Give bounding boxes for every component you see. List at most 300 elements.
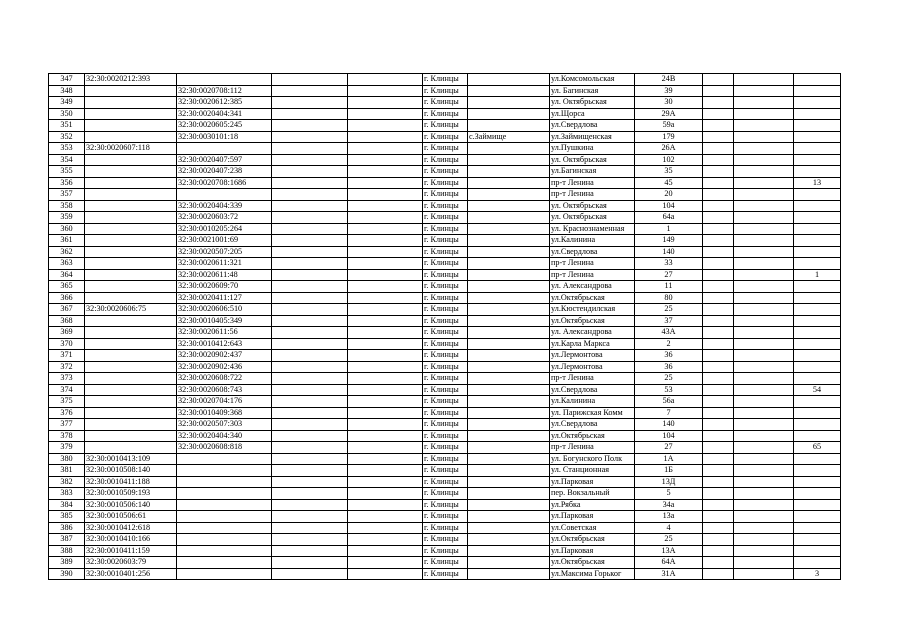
- row-number-cell: 379: [49, 442, 85, 454]
- house-number-cell: 13Д: [635, 476, 703, 488]
- city-cell: г. Клинцы: [423, 108, 468, 120]
- table-row: [49, 419, 841, 431]
- empty-cell: [348, 557, 423, 569]
- row-number-cell: 356: [49, 177, 85, 189]
- locality-cell: [468, 499, 550, 511]
- row-number-cell: 362: [49, 246, 85, 258]
- locality-cell: [468, 292, 550, 304]
- city-cell: г. Клинцы: [423, 315, 468, 327]
- cadastral-number-cell: [85, 407, 177, 419]
- table-row: [49, 511, 841, 523]
- apartment-cell: 54: [794, 384, 841, 396]
- cadastral-number-cell: [85, 85, 177, 97]
- street-cell: ул.Калинина: [550, 396, 635, 408]
- table-row: [49, 85, 841, 97]
- empty-cell: [272, 499, 348, 511]
- empty-cell: [734, 281, 794, 293]
- empty-cell: [734, 568, 794, 580]
- apartment-cell: [794, 212, 841, 224]
- city-cell: г. Клинцы: [423, 74, 468, 86]
- empty-cell: [703, 281, 734, 293]
- table-row: [49, 108, 841, 120]
- cadastral-number-2-cell: 32:30:0020902:436: [177, 361, 272, 373]
- row-number-cell: 370: [49, 338, 85, 350]
- empty-cell: [348, 499, 423, 511]
- empty-cell: [703, 350, 734, 362]
- empty-cell: [348, 235, 423, 247]
- empty-cell: [272, 442, 348, 454]
- apartment-cell: 3: [794, 568, 841, 580]
- locality-cell: [468, 304, 550, 316]
- table-row: [49, 74, 841, 86]
- empty-cell: [272, 246, 348, 258]
- street-cell: ул.Октябрьская: [550, 315, 635, 327]
- empty-cell: [272, 511, 348, 523]
- city-cell: г. Клинцы: [423, 465, 468, 477]
- locality-cell: [468, 488, 550, 500]
- apartment-cell: [794, 258, 841, 270]
- table-row: [49, 430, 841, 442]
- empty-cell: [734, 177, 794, 189]
- registry-table-body: [49, 74, 841, 580]
- empty-cell: [734, 212, 794, 224]
- empty-cell: [348, 189, 423, 201]
- locality-cell: [468, 568, 550, 580]
- row-number-cell: 384: [49, 499, 85, 511]
- table-row: [49, 361, 841, 373]
- cadastral-number-2-cell: 32:30:0021001:69: [177, 235, 272, 247]
- cadastral-number-cell: [85, 223, 177, 235]
- apartment-cell: [794, 465, 841, 477]
- house-number-cell: 1Б: [635, 465, 703, 477]
- street-cell: пр-т Ленина: [550, 189, 635, 201]
- empty-cell: [348, 246, 423, 258]
- empty-cell: [272, 223, 348, 235]
- cadastral-number-cell: [85, 419, 177, 431]
- locality-cell: [468, 384, 550, 396]
- cadastral-number-2-cell: [177, 557, 272, 569]
- empty-cell: [348, 430, 423, 442]
- street-cell: ул.Щорса: [550, 108, 635, 120]
- empty-cell: [348, 269, 423, 281]
- cadastral-number-2-cell: 32:30:0020407:597: [177, 154, 272, 166]
- empty-cell: [703, 189, 734, 201]
- table-row: [49, 522, 841, 534]
- locality-cell: [468, 235, 550, 247]
- table-row: [49, 246, 841, 258]
- house-number-cell: 102: [635, 154, 703, 166]
- cadastral-number-cell: 32:30:0020607:118: [85, 143, 177, 155]
- table-row: [49, 534, 841, 546]
- row-number-cell: 382: [49, 476, 85, 488]
- empty-cell: [734, 143, 794, 155]
- cadastral-number-cell: [85, 442, 177, 454]
- apartment-cell: 1: [794, 269, 841, 281]
- empty-cell: [703, 212, 734, 224]
- street-cell: ул. Краснознаменная: [550, 223, 635, 235]
- locality-cell: [468, 85, 550, 97]
- city-cell: г. Клинцы: [423, 304, 468, 316]
- empty-cell: [734, 269, 794, 281]
- city-cell: г. Клинцы: [423, 453, 468, 465]
- locality-cell: [468, 476, 550, 488]
- cadastral-number-2-cell: 32:30:0020404:341: [177, 108, 272, 120]
- cadastral-number-cell: [85, 350, 177, 362]
- city-cell: г. Клинцы: [423, 246, 468, 258]
- apartment-cell: [794, 327, 841, 339]
- empty-cell: [734, 108, 794, 120]
- city-cell: г. Клинцы: [423, 166, 468, 178]
- cadastral-number-cell: 32:30:0010401:256: [85, 568, 177, 580]
- row-number-cell: 387: [49, 534, 85, 546]
- apartment-cell: [794, 200, 841, 212]
- street-cell: ул. Парижская Комм: [550, 407, 635, 419]
- empty-cell: [348, 166, 423, 178]
- empty-cell: [703, 430, 734, 442]
- street-cell: ул.Карла Маркса: [550, 338, 635, 350]
- row-number-cell: 373: [49, 373, 85, 385]
- row-number-cell: 367: [49, 304, 85, 316]
- house-number-cell: 25: [635, 304, 703, 316]
- empty-cell: [703, 499, 734, 511]
- row-number-cell: 347: [49, 74, 85, 86]
- cadastral-number-cell: [85, 281, 177, 293]
- empty-cell: [348, 511, 423, 523]
- city-cell: г. Клинцы: [423, 97, 468, 109]
- row-number-cell: 388: [49, 545, 85, 557]
- city-cell: г. Клинцы: [423, 338, 468, 350]
- street-cell: пр-т Ленина: [550, 442, 635, 454]
- empty-cell: [734, 292, 794, 304]
- house-number-cell: 80: [635, 292, 703, 304]
- house-number-cell: 29А: [635, 108, 703, 120]
- cadastral-number-2-cell: 32:30:0020708:112: [177, 85, 272, 97]
- house-number-cell: 26А: [635, 143, 703, 155]
- table-row: [49, 350, 841, 362]
- city-cell: г. Клинцы: [423, 131, 468, 143]
- apartment-cell: [794, 545, 841, 557]
- house-number-cell: 104: [635, 430, 703, 442]
- house-number-cell: 140: [635, 419, 703, 431]
- city-cell: г. Клинцы: [423, 419, 468, 431]
- house-number-cell: 56а: [635, 396, 703, 408]
- locality-cell: [468, 189, 550, 201]
- empty-cell: [734, 258, 794, 270]
- house-number-cell: 27: [635, 442, 703, 454]
- house-number-cell: 35: [635, 166, 703, 178]
- cadastral-number-cell: 32:30:0010410:166: [85, 534, 177, 546]
- cadastral-number-cell: [85, 258, 177, 270]
- cadastral-number-2-cell: 32:30:0020611:56: [177, 327, 272, 339]
- apartment-cell: [794, 511, 841, 523]
- empty-cell: [272, 85, 348, 97]
- empty-cell: [734, 85, 794, 97]
- row-number-cell: 386: [49, 522, 85, 534]
- table-row: [49, 396, 841, 408]
- city-cell: г. Клинцы: [423, 292, 468, 304]
- table-row: [49, 200, 841, 212]
- apartment-cell: [794, 373, 841, 385]
- empty-cell: [734, 384, 794, 396]
- empty-cell: [703, 154, 734, 166]
- empty-cell: [272, 166, 348, 178]
- empty-cell: [272, 476, 348, 488]
- cadastral-number-2-cell: [177, 545, 272, 557]
- empty-cell: [703, 373, 734, 385]
- city-cell: г. Клинцы: [423, 384, 468, 396]
- locality-cell: [468, 465, 550, 477]
- cadastral-number-cell: [85, 189, 177, 201]
- street-cell: пр-т Ленина: [550, 177, 635, 189]
- empty-cell: [734, 373, 794, 385]
- empty-cell: [703, 488, 734, 500]
- empty-cell: [734, 189, 794, 201]
- apartment-cell: [794, 557, 841, 569]
- cadastral-number-2-cell: 32:30:0020603:72: [177, 212, 272, 224]
- cadastral-number-cell: 32:30:0010506:61: [85, 511, 177, 523]
- empty-cell: [348, 442, 423, 454]
- empty-cell: [272, 177, 348, 189]
- city-cell: г. Клинцы: [423, 258, 468, 270]
- empty-cell: [703, 85, 734, 97]
- cadastral-number-cell: [85, 269, 177, 281]
- table-row: [49, 120, 841, 132]
- cadastral-number-2-cell: 32:30:0020407:238: [177, 166, 272, 178]
- empty-cell: [703, 361, 734, 373]
- city-cell: г. Клинцы: [423, 154, 468, 166]
- cadastral-number-cell: [85, 430, 177, 442]
- empty-cell: [734, 327, 794, 339]
- cadastral-number-2-cell: 32:30:0010405:349: [177, 315, 272, 327]
- cadastral-number-cell: [85, 108, 177, 120]
- row-number-cell: 378: [49, 430, 85, 442]
- apartment-cell: [794, 235, 841, 247]
- cadastral-number-cell: [85, 246, 177, 258]
- city-cell: г. Клинцы: [423, 442, 468, 454]
- empty-cell: [734, 338, 794, 350]
- empty-cell: [734, 200, 794, 212]
- cadastral-number-2-cell: [177, 143, 272, 155]
- table-row: [49, 315, 841, 327]
- house-number-cell: 45: [635, 177, 703, 189]
- apartment-cell: [794, 350, 841, 362]
- empty-cell: [703, 511, 734, 523]
- city-cell: г. Клинцы: [423, 522, 468, 534]
- empty-cell: [348, 396, 423, 408]
- table-row: [49, 258, 841, 270]
- city-cell: г. Клинцы: [423, 177, 468, 189]
- empty-cell: [348, 120, 423, 132]
- empty-cell: [272, 74, 348, 86]
- cadastral-number-cell: [85, 292, 177, 304]
- cadastral-number-cell: [85, 177, 177, 189]
- apartment-cell: [794, 534, 841, 546]
- empty-cell: [703, 315, 734, 327]
- street-cell: пр-т Ленина: [550, 269, 635, 281]
- empty-cell: [734, 235, 794, 247]
- table-row: [49, 338, 841, 350]
- row-number-cell: 350: [49, 108, 85, 120]
- empty-cell: [703, 246, 734, 258]
- street-cell: ул.Парковая: [550, 476, 635, 488]
- table-row: [49, 223, 841, 235]
- house-number-cell: 1А: [635, 453, 703, 465]
- locality-cell: [468, 315, 550, 327]
- table-row: [49, 465, 841, 477]
- street-cell: ул.Парковая: [550, 545, 635, 557]
- cadastral-number-cell: 32:30:0020606:75: [85, 304, 177, 316]
- empty-cell: [703, 465, 734, 477]
- empty-cell: [272, 154, 348, 166]
- empty-cell: [703, 407, 734, 419]
- street-cell: ул. Станционная: [550, 465, 635, 477]
- street-cell: ул.Пушкина: [550, 143, 635, 155]
- locality-cell: [468, 258, 550, 270]
- row-number-cell: 364: [49, 269, 85, 281]
- street-cell: ул.Свердлова: [550, 246, 635, 258]
- city-cell: г. Клинцы: [423, 350, 468, 362]
- empty-cell: [272, 304, 348, 316]
- city-cell: г. Клинцы: [423, 430, 468, 442]
- empty-cell: [734, 304, 794, 316]
- table-row: [49, 154, 841, 166]
- empty-cell: [272, 384, 348, 396]
- row-number-cell: 359: [49, 212, 85, 224]
- street-cell: ул.Займищенская: [550, 131, 635, 143]
- cadastral-number-2-cell: 32:30:0020507:205: [177, 246, 272, 258]
- apartment-cell: [794, 166, 841, 178]
- house-number-cell: 64а: [635, 212, 703, 224]
- apartment-cell: [794, 499, 841, 511]
- empty-cell: [734, 442, 794, 454]
- apartment-cell: [794, 131, 841, 143]
- empty-cell: [348, 177, 423, 189]
- table-row: [49, 545, 841, 557]
- empty-cell: [348, 281, 423, 293]
- empty-cell: [272, 200, 348, 212]
- empty-cell: [734, 166, 794, 178]
- house-number-cell: 149: [635, 235, 703, 247]
- empty-cell: [703, 97, 734, 109]
- table-row: [49, 488, 841, 500]
- row-number-cell: 376: [49, 407, 85, 419]
- empty-cell: [348, 453, 423, 465]
- street-cell: ул.Калинина: [550, 235, 635, 247]
- locality-cell: с.Займище: [468, 131, 550, 143]
- city-cell: г. Клинцы: [423, 534, 468, 546]
- street-cell: ул.Лермонтова: [550, 350, 635, 362]
- empty-cell: [703, 419, 734, 431]
- locality-cell: [468, 430, 550, 442]
- city-cell: г. Клинцы: [423, 373, 468, 385]
- empty-cell: [703, 534, 734, 546]
- city-cell: г. Клинцы: [423, 143, 468, 155]
- empty-cell: [703, 166, 734, 178]
- house-number-cell: 1: [635, 223, 703, 235]
- locality-cell: [468, 143, 550, 155]
- cadastral-number-2-cell: [177, 499, 272, 511]
- row-number-cell: 380: [49, 453, 85, 465]
- city-cell: г. Клинцы: [423, 545, 468, 557]
- cadastral-number-2-cell: 32:30:0020609:70: [177, 281, 272, 293]
- house-number-cell: 11: [635, 281, 703, 293]
- house-number-cell: 4: [635, 522, 703, 534]
- empty-cell: [703, 384, 734, 396]
- row-number-cell: 369: [49, 327, 85, 339]
- empty-cell: [734, 534, 794, 546]
- empty-cell: [703, 522, 734, 534]
- table-row: [49, 499, 841, 511]
- street-cell: ул.Кюстендилская: [550, 304, 635, 316]
- empty-cell: [703, 177, 734, 189]
- street-cell: ул.Октябрьская: [550, 534, 635, 546]
- apartment-cell: [794, 108, 841, 120]
- empty-cell: [348, 545, 423, 557]
- house-number-cell: 53: [635, 384, 703, 396]
- cadastral-number-cell: [85, 361, 177, 373]
- house-number-cell: 25: [635, 373, 703, 385]
- cadastral-number-2-cell: 32:30:0020704:176: [177, 396, 272, 408]
- empty-cell: [348, 327, 423, 339]
- row-number-cell: 372: [49, 361, 85, 373]
- apartment-cell: 65: [794, 442, 841, 454]
- empty-cell: [272, 292, 348, 304]
- street-cell: ул.Комсомольская: [550, 74, 635, 86]
- locality-cell: [468, 557, 550, 569]
- row-number-cell: 374: [49, 384, 85, 396]
- city-cell: г. Клинцы: [423, 327, 468, 339]
- locality-cell: [468, 327, 550, 339]
- city-cell: г. Клинцы: [423, 189, 468, 201]
- empty-cell: [348, 522, 423, 534]
- house-number-cell: 64А: [635, 557, 703, 569]
- city-cell: г. Клинцы: [423, 361, 468, 373]
- locality-cell: [468, 453, 550, 465]
- row-number-cell: 385: [49, 511, 85, 523]
- locality-cell: [468, 396, 550, 408]
- empty-cell: [703, 338, 734, 350]
- empty-cell: [348, 315, 423, 327]
- row-number-cell: 348: [49, 85, 85, 97]
- empty-cell: [348, 534, 423, 546]
- empty-cell: [272, 568, 348, 580]
- empty-cell: [272, 465, 348, 477]
- empty-cell: [734, 361, 794, 373]
- cadastral-number-cell: 32:30:0020603:79: [85, 557, 177, 569]
- empty-cell: [703, 269, 734, 281]
- apartment-cell: [794, 189, 841, 201]
- house-number-cell: 30: [635, 97, 703, 109]
- house-number-cell: 33: [635, 258, 703, 270]
- empty-cell: [703, 568, 734, 580]
- street-cell: ул. Октябрьская: [550, 97, 635, 109]
- empty-cell: [348, 419, 423, 431]
- empty-cell: [703, 396, 734, 408]
- row-number-cell: 358: [49, 200, 85, 212]
- empty-cell: [734, 407, 794, 419]
- locality-cell: [468, 534, 550, 546]
- street-cell: ул.Советская: [550, 522, 635, 534]
- row-number-cell: 360: [49, 223, 85, 235]
- cadastral-number-cell: 32:30:0010412:618: [85, 522, 177, 534]
- empty-cell: [348, 465, 423, 477]
- cadastral-number-2-cell: 32:30:0020902:437: [177, 350, 272, 362]
- locality-cell: [468, 212, 550, 224]
- empty-cell: [272, 545, 348, 557]
- house-number-cell: 27: [635, 269, 703, 281]
- empty-cell: [703, 304, 734, 316]
- cadastral-number-2-cell: 32:30:0030101:18: [177, 131, 272, 143]
